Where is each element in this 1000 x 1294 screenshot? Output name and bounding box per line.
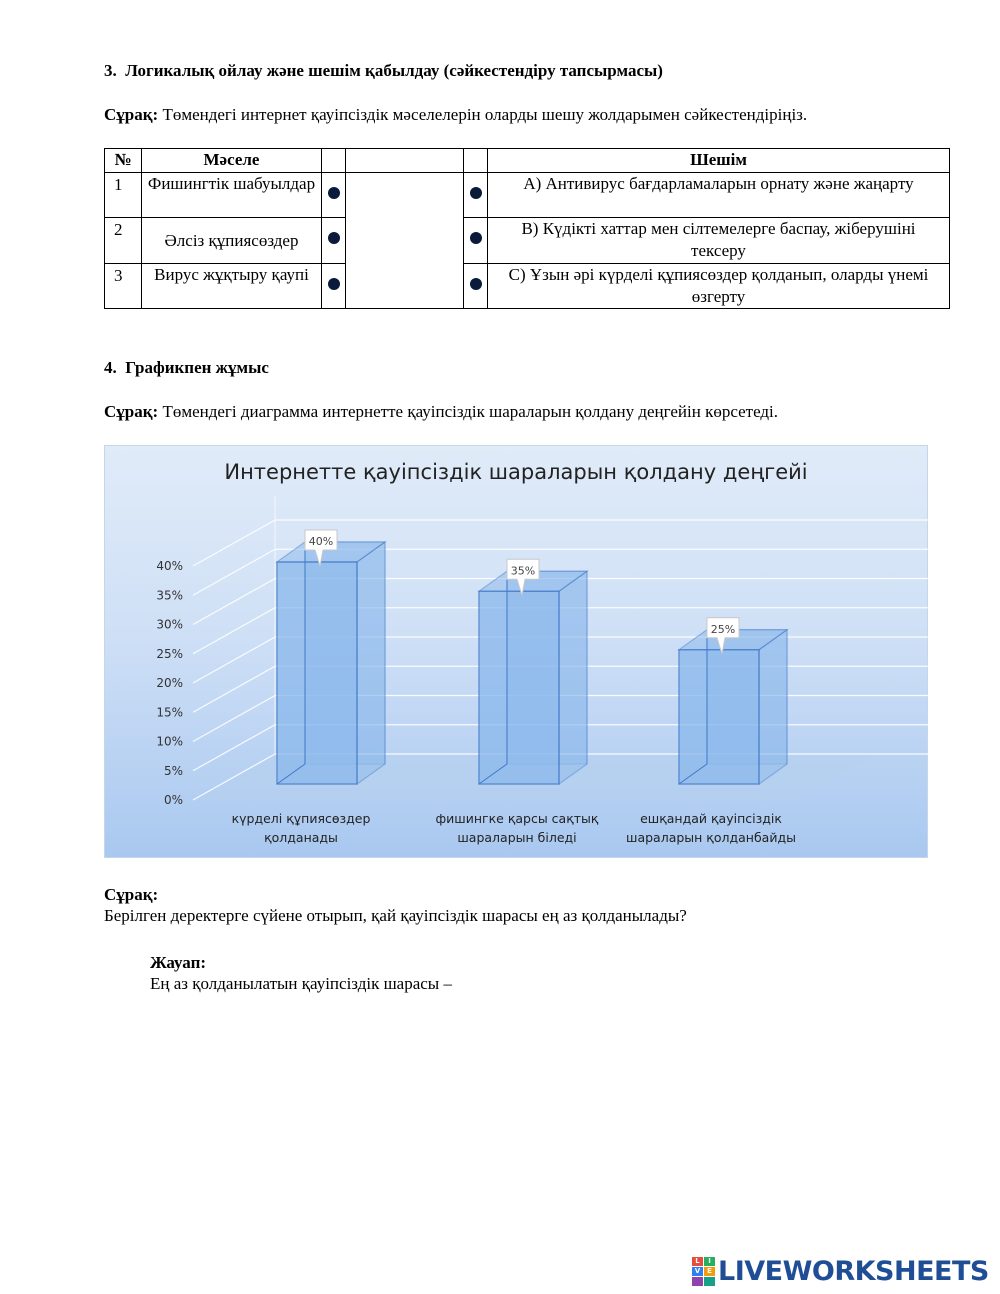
logo-block: L (692, 1257, 703, 1266)
header-dot-right (464, 149, 488, 173)
solution-cell: C) Ұзын әрі күрделі құпиясөздер қолданып, оларды үнемі өзгерту (488, 264, 950, 309)
bar (679, 618, 787, 784)
section-4-question (104, 402, 778, 422)
match-dot-left-3[interactable] (328, 278, 340, 290)
header-solution: Шешім (488, 149, 950, 173)
section-3-question (104, 105, 807, 125)
problem-cell: Фишингтік шабуылдар (142, 173, 322, 218)
x-category-label: шараларын біледі (457, 830, 577, 845)
y-tick-label: 40% (156, 559, 183, 573)
section-4-number: 4. (104, 358, 117, 377)
row-number: 1 (105, 173, 142, 218)
x-category-label: ешқандай қауіпсіздік (640, 811, 782, 826)
match-dot-right-b[interactable] (470, 232, 482, 244)
data-label: 35% (510, 564, 536, 578)
section-3-number: 3. (104, 61, 117, 80)
logo-blocks-icon (692, 1257, 715, 1286)
y-tick-label: 35% (156, 588, 183, 603)
gridline-side (193, 696, 275, 742)
table-row (105, 173, 950, 218)
logo-text: LIVEWORKSHEETS (718, 1255, 989, 1287)
bar-side-face (759, 630, 787, 784)
chart-canvas (105, 446, 929, 859)
problem-cell: Вирус жұқтыру қаупі (142, 264, 322, 309)
question-text: Төмендегі диаграмма интернетте қауіпсіздік шараларын қолдану деңгейін көрсетеді. (162, 402, 779, 421)
left-dot-cell (322, 218, 346, 264)
bar (277, 530, 385, 784)
question-2-text: Берілген деректерге сүйене отырып, қай қауіпсіздік шарасы ең аз қолданылады? (104, 906, 687, 925)
gridline-side (193, 637, 275, 683)
table-header-row (105, 149, 950, 173)
match-dot-left-1[interactable] (328, 187, 340, 199)
question-text: Төмендегі интернет қауіпсіздік мәселелерін оларды шешу жолдарымен сәйкестендіріңіз. (162, 105, 808, 124)
match-dot-right-a[interactable] (470, 187, 482, 199)
section-3-title: Логикалық ойлау және шешім қабылдау (сәйкестендіру тапсырмасы) (125, 61, 663, 80)
x-category-label: фишингке қарсы сақтық (435, 811, 599, 826)
header-no: № (105, 149, 142, 173)
left-dot-cell (322, 173, 346, 218)
liveworksheets-logo (692, 1256, 989, 1286)
y-tick-label: 25% (156, 646, 183, 661)
solution-cell: B) Күдікті хаттар мен сілтемелерге баспау, жіберушіні тексеру (488, 218, 950, 264)
section-3-heading (104, 61, 663, 81)
gridline-side (193, 520, 275, 566)
table-row (105, 218, 950, 264)
bar-front-face (679, 650, 759, 784)
section-4-heading (104, 358, 269, 378)
match-dot-right-c[interactable] (470, 278, 482, 290)
right-dot-cell (464, 173, 488, 218)
answer-label: Жауап: (150, 953, 207, 972)
question-label: Сұрақ: (104, 105, 159, 124)
chart-title: Интернетте қауіпсіздік шараларын қолдану деңгейі (224, 460, 808, 484)
logo-block: E (704, 1267, 715, 1276)
question-label: Сұрақ: (104, 402, 159, 421)
row-number: 2 (105, 218, 142, 264)
x-category-label: қолданады (264, 830, 338, 845)
bar-side-face (357, 542, 385, 784)
data-label: 25% (710, 622, 736, 636)
row-number: 3 (105, 264, 142, 309)
logo-block: I (704, 1257, 715, 1266)
y-tick-label: 0% (163, 793, 183, 807)
bar-front-face (277, 562, 357, 784)
y-tick-label: 5% (163, 763, 183, 778)
gridline-side (193, 608, 275, 654)
bar-side-face (559, 571, 587, 784)
problem-text: Әлсіз құпиясөздер (164, 230, 299, 250)
gridline-side (193, 666, 275, 712)
left-dot-cell (322, 264, 346, 309)
y-tick-label: 10% (156, 734, 183, 749)
table-row (105, 264, 950, 309)
x-category-label: шараларын қолданбайды (626, 830, 796, 845)
y-tick-label: 15% (156, 705, 183, 720)
bar-front-face (479, 591, 559, 784)
bar-chart (104, 445, 928, 858)
gridline-side (193, 579, 275, 625)
problem-cell (142, 218, 322, 264)
x-category-label: күрделі құпиясөздер (231, 811, 371, 826)
bar (479, 559, 587, 784)
right-dot-cell (464, 264, 488, 309)
question-2-label: Сұрақ: (104, 885, 159, 904)
y-tick-label: 30% (156, 617, 183, 632)
matching-table (104, 148, 950, 309)
answer-text: Ең аз қолданылатын қауіпсіздік шарасы – (150, 974, 452, 993)
matching-area[interactable] (346, 173, 464, 309)
solution-cell: A) Антивирус бағдарламаларын орнату және жаңарту (488, 173, 950, 218)
logo-block (704, 1277, 715, 1286)
match-dot-left-2[interactable] (328, 232, 340, 244)
section-4-title: Графикпен жұмыс (125, 358, 269, 377)
gridline-side (193, 549, 275, 595)
data-label: 40% (308, 535, 334, 548)
y-tick-label: 20% (156, 676, 183, 690)
header-problem: Мәселе (142, 149, 322, 173)
header-dot-left (322, 149, 346, 173)
logo-block (692, 1277, 703, 1286)
header-gap (346, 149, 464, 173)
right-dot-cell (464, 218, 488, 264)
logo-block: V (692, 1267, 703, 1276)
